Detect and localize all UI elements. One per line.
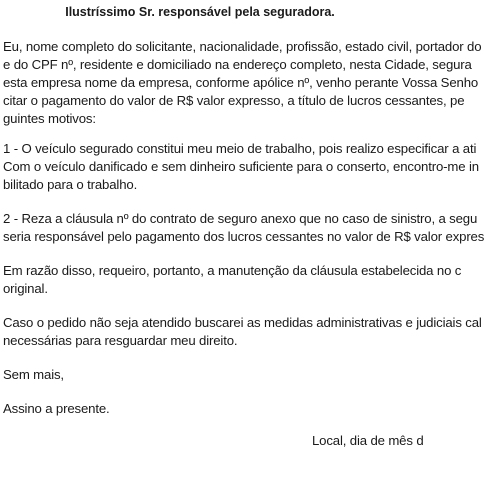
paragraph-line: original. bbox=[3, 281, 48, 296]
paragraph-line: 1 - O veículo segurado constitui meu meio de trabalho, pois realizo especificar a ati bbox=[3, 141, 477, 156]
paragraph-line: e do CPF nº, residente e domiciliado na endereço completo, nesta Cidade, segura bbox=[3, 57, 472, 72]
paragraph-line: citar o pagamento do valor de R$ valor expresso, a título de lucros cessantes, pe bbox=[3, 93, 465, 108]
paragraph-line: Com o veículo danificado e sem dinheiro suficiente para o conserto, encontro-me in bbox=[3, 159, 479, 174]
closing-salutation: Sem mais, bbox=[3, 367, 64, 382]
paragraph-line: Caso o pedido não seja atendido buscarei as medidas administrativas e judiciais cal bbox=[3, 315, 482, 330]
closing-signature-line: Assino a presente. bbox=[3, 401, 110, 416]
paragraph-line: 2 - Reza a cláusula nº do contrato de seguro anexo que no caso de sinistro, a segu bbox=[3, 211, 478, 226]
paragraph-line: bilitado para o trabalho. bbox=[3, 177, 138, 192]
place-and-date: Local, dia de mês d bbox=[312, 433, 424, 448]
paragraph-line: seria responsável pelo pagamento dos lucros cessantes no valor de R$ valor expres bbox=[3, 229, 484, 244]
paragraph-line: guintes motivos: bbox=[3, 111, 96, 126]
paragraph-line: esta empresa nome da empresa, conforme apólice nº, venho perante Vossa Senho bbox=[3, 75, 479, 90]
paragraph-line: necessárias para resguardar meu direito. bbox=[3, 333, 238, 348]
paragraph-line: Em razão disso, requeiro, portanto, a manutenção da cláusula estabelecida no c bbox=[3, 263, 462, 278]
document-title: Ilustríssimo Sr. responsável pela seguradora. bbox=[65, 5, 335, 19]
paragraph-line: Eu, nome completo do solicitante, nacionalidade, profissão, estado civil, portador do bbox=[3, 39, 482, 54]
